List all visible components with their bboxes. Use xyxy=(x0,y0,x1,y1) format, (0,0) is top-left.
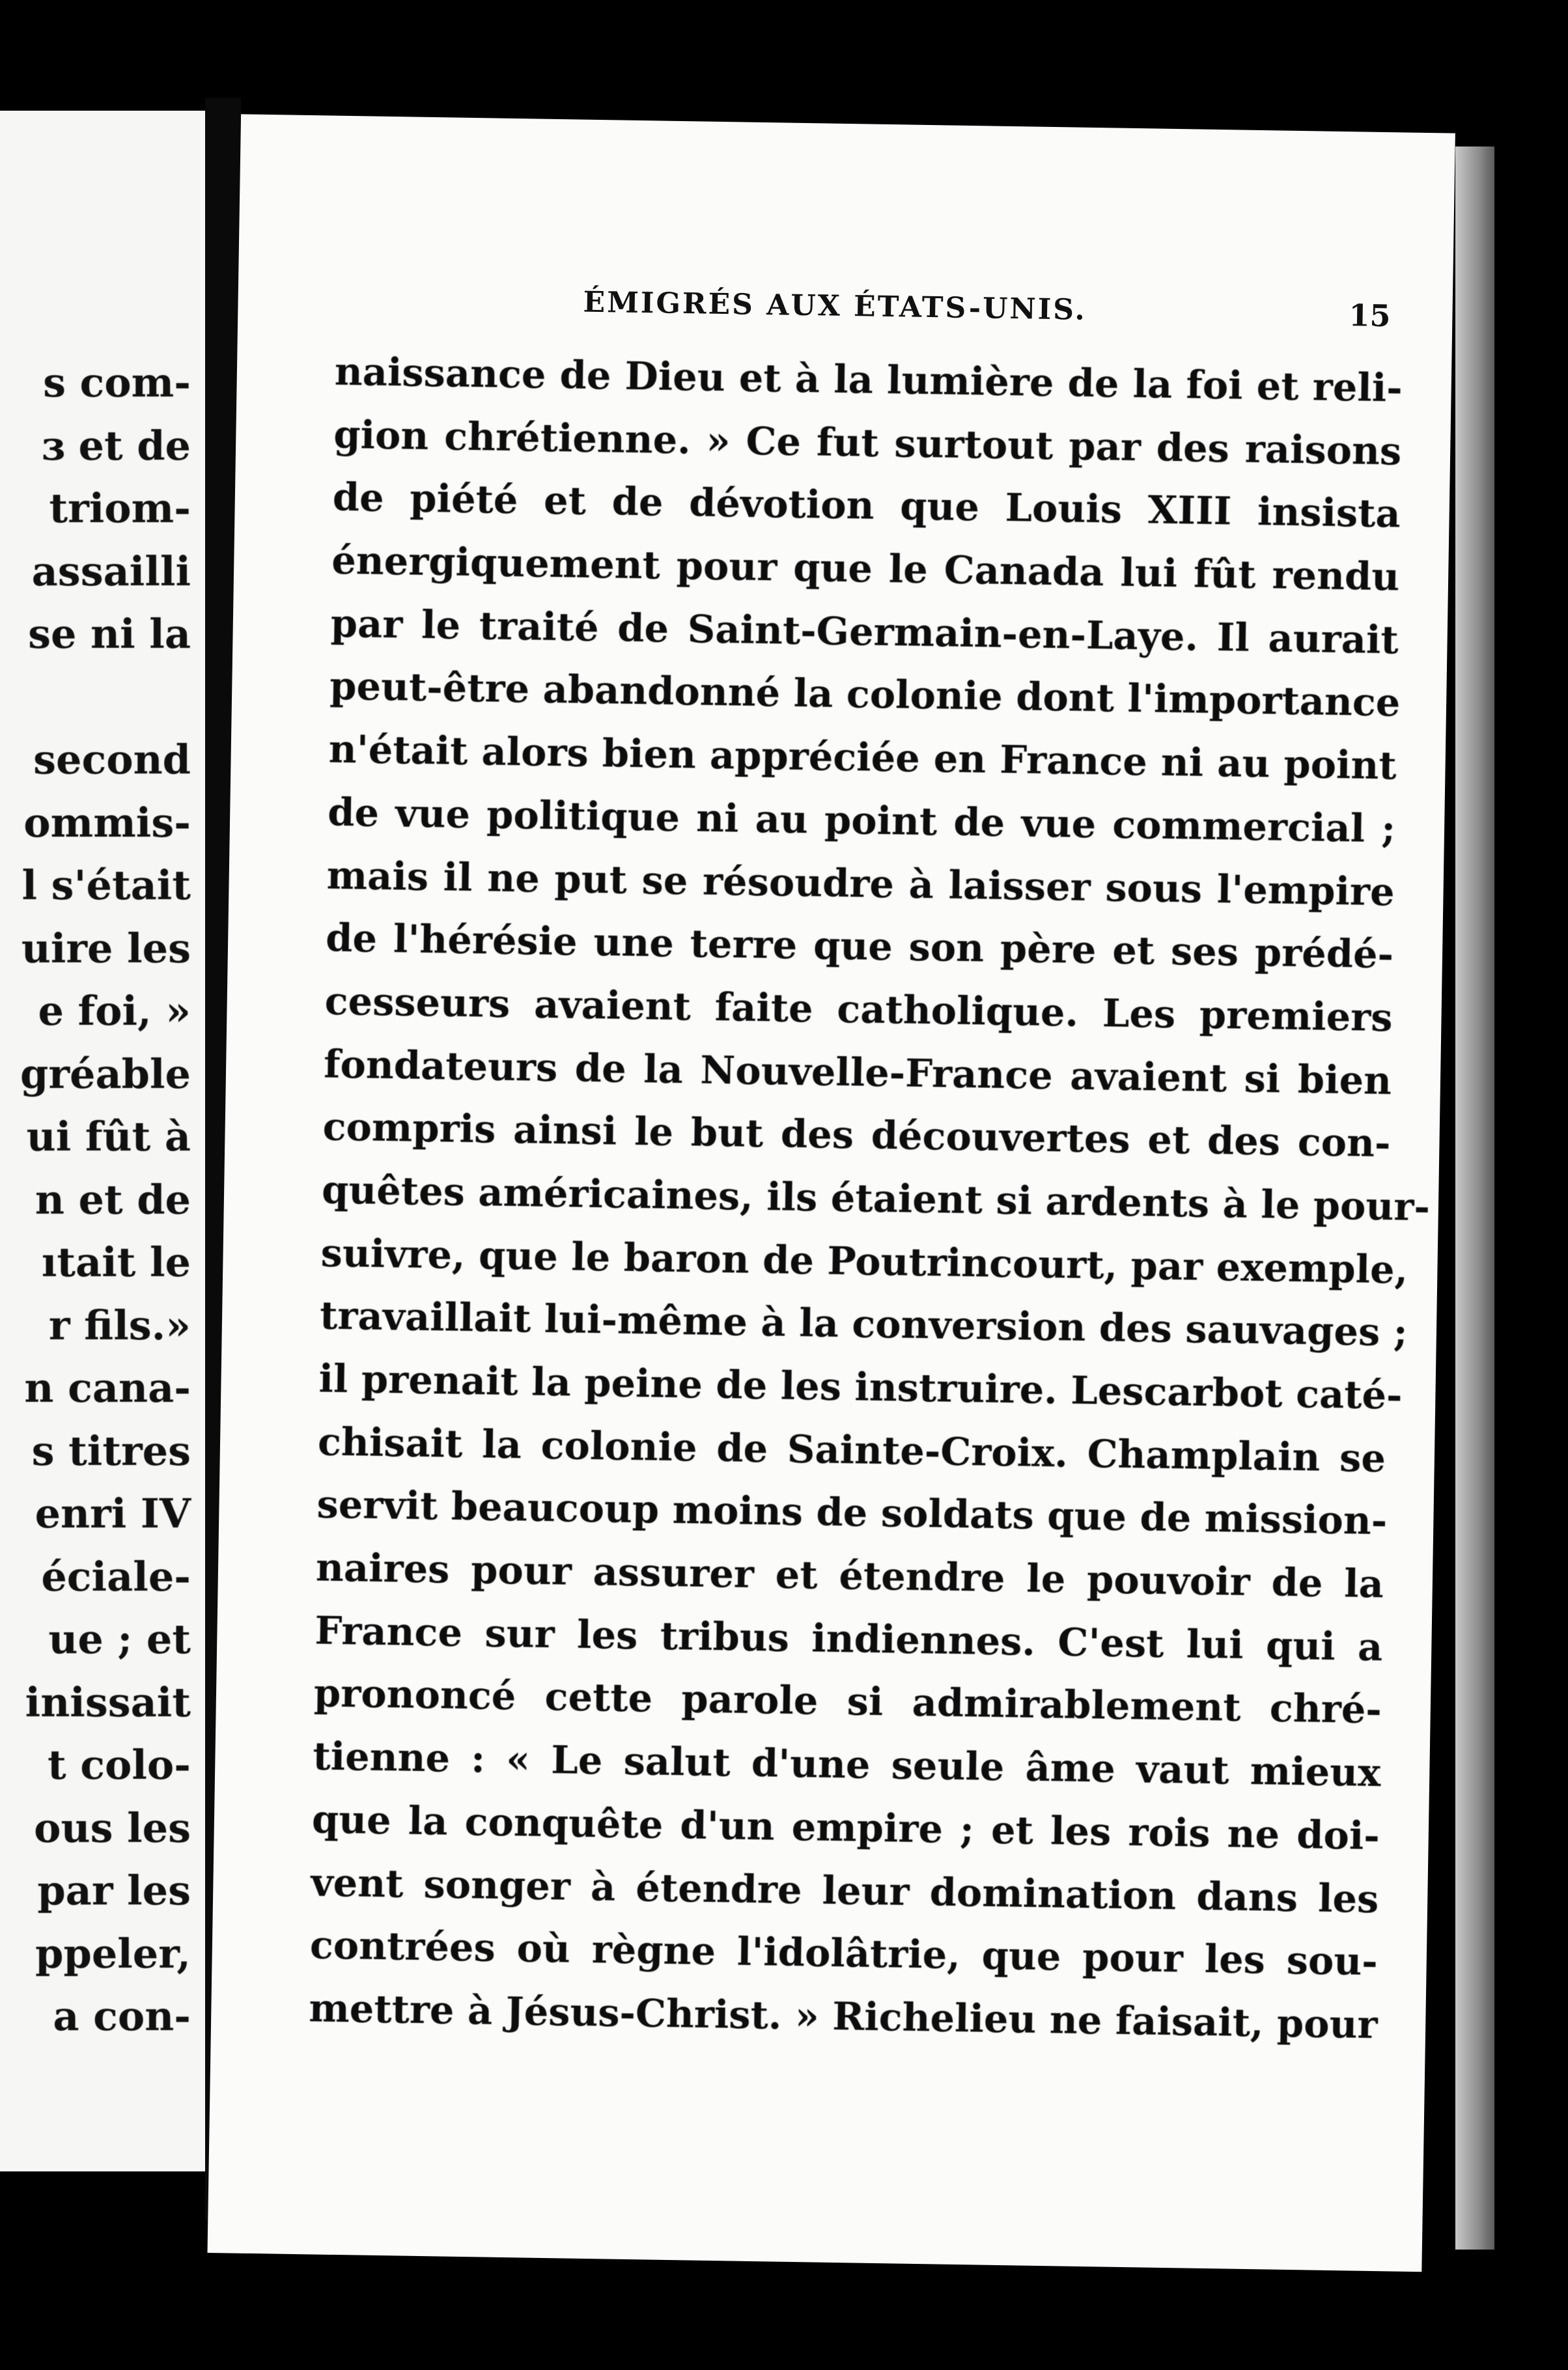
previous-page-line: e foi, » xyxy=(38,987,191,1035)
previous-page-line: assailli xyxy=(31,547,191,595)
text-line: par le traité de Saint-Germain-en-Laye. Il aurait xyxy=(330,600,1399,663)
text-line: suivre, que le baron de Poutrincourt, par exemple, xyxy=(320,1230,1408,1292)
running-header xyxy=(238,280,1453,351)
previous-page-line: s titres xyxy=(31,1427,191,1475)
text-line: de l'hérésie une terre que son père et ses prédé- xyxy=(325,915,1394,977)
previous-page-line: enri IV xyxy=(35,1490,191,1537)
previous-page-fragment xyxy=(0,111,205,2171)
previous-page-line: n cana- xyxy=(24,1364,191,1412)
text-line: naissance de Dieu et à la lumière de la foi et reli- xyxy=(334,348,1403,411)
previous-page-line: ommis- xyxy=(23,798,191,846)
previous-page-line: ui fût à xyxy=(26,1113,191,1160)
text-line: vent songer à étendre leur domination dans les xyxy=(310,1859,1379,1921)
text-line: n'était alors bien appréciée en France ni au point xyxy=(328,726,1397,788)
previous-page-line: l s'était xyxy=(21,861,191,909)
previous-page-line: s com- xyxy=(43,359,191,406)
text-line: travaillait lui-même à la conversion des sauvages ; xyxy=(319,1292,1408,1356)
body-text xyxy=(308,341,1431,2057)
previous-page-line: triom- xyxy=(49,484,191,532)
previous-page-line: t colo- xyxy=(48,1741,191,1789)
previous-page-line: ous les xyxy=(34,1804,191,1852)
previous-page-line: n et de xyxy=(35,1175,191,1223)
previous-page-text xyxy=(20,352,191,2048)
previous-page-line: ıtait le xyxy=(41,1238,191,1286)
text-line: chisait la colonie de Sainte-Croix. Champlain se xyxy=(317,1419,1386,1481)
text-line: quêtes américaines, ils étaient si ardents à le pour- xyxy=(321,1167,1431,1230)
previous-page-line: r fils.» xyxy=(48,1301,191,1349)
text-line: prononcé cette parole si admirablement chré- xyxy=(313,1670,1382,1733)
text-line: que la conquête d'un empire ; et les rois ne doi- xyxy=(311,1796,1380,1858)
text-line: peut-être abandonné la colonie dont l'importance xyxy=(329,663,1401,725)
previous-page-line: ɜ et de xyxy=(42,421,191,469)
previous-page-line: second xyxy=(33,736,191,783)
previous-page-line: uire les xyxy=(21,924,191,972)
text-line: compris ainsi le but des découvertes et des con- xyxy=(322,1104,1392,1166)
text-line: gion chrétienne. » Ce fut surtout par des raisons xyxy=(333,411,1402,474)
text-line: mais il ne put se résoudre à laisser sous l'empire xyxy=(326,852,1395,914)
page-edge xyxy=(1455,146,1494,2250)
previous-page-line: éciale- xyxy=(41,1552,191,1600)
text-line: naires pour assurer et étendre le pouvoir de la xyxy=(315,1544,1384,1607)
text-line: cesseurs avaient faite catholique. Les premiers xyxy=(324,978,1393,1040)
previous-page-line: ppeler, xyxy=(35,1929,191,1977)
previous-page-line: gréable xyxy=(20,1050,191,1098)
previous-page-line: a con- xyxy=(53,1992,191,2040)
current-page xyxy=(208,114,1455,2272)
page-number: 15 xyxy=(1349,298,1391,334)
text-line: mettre à Jésus-Christ. » Richelieu ne faisait, pour xyxy=(308,1985,1379,2048)
previous-page-line: inissait xyxy=(25,1678,191,1726)
previous-page-line xyxy=(20,666,191,729)
text-line: servit beaucoup moins de soldats que de mission- xyxy=(316,1481,1388,1544)
text-line: énergiquement pour que le Canada lui fût rendu xyxy=(331,537,1400,600)
text-line: contrées où règne l'idolâtrie, que pour les sou- xyxy=(309,1922,1379,1985)
text-line: France sur les tribus indiennes. C'est lui qui a xyxy=(315,1608,1383,1669)
text-line: de piété et de dévotion que Louis XIII insista xyxy=(332,475,1401,537)
text-line: il prenait la peine de les instruire. Lescarbot caté- xyxy=(318,1356,1403,1418)
text-line: fondateurs de la Nouvelle-France avaient si bien xyxy=(323,1041,1392,1103)
text-line: tienne : « Le salut d'une seule âme vaut mieux xyxy=(312,1733,1381,1796)
previous-page-line: ue ; et xyxy=(48,1615,191,1663)
running-header-title: ÉMIGRÉS AUX ÉTATS-UNIS. xyxy=(583,285,1087,327)
previous-page-line: par les xyxy=(37,1867,191,1914)
text-line: de vue politique ni au point de vue commercial ; xyxy=(327,789,1396,852)
previous-page-line: se ni la xyxy=(28,610,191,658)
